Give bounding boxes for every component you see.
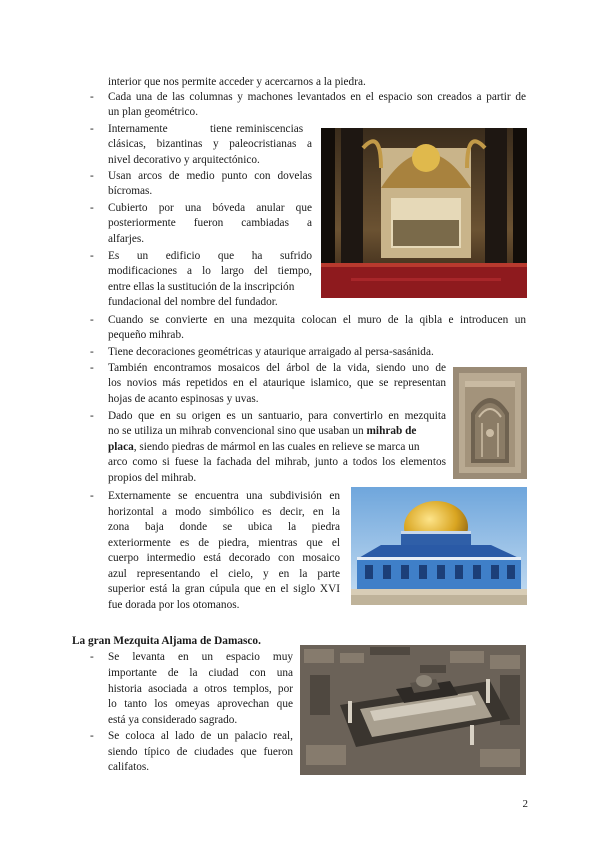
bullet-4-line-1: Cubierto por una bóveda anular que	[108, 202, 312, 214]
damasco-bullet-2-line-3: califatos.	[108, 761, 150, 773]
bullet-dash: -	[90, 170, 94, 182]
bullet-5-line-2: modificaciones a lo largo del tiempo,	[108, 265, 312, 277]
bullet-8-line-2: los novios más repetidos en el ataurique islamico, que se representan	[108, 377, 446, 389]
damasco-bullet-1-line-5: está ya considerado sagrado.	[108, 714, 238, 726]
section-heading: La gran Mezquita Aljama de Damasco.	[72, 635, 261, 647]
damasco-bullet-1-line-3: historia asociada a otros templos, por	[108, 683, 293, 695]
bullet-10-line-3: zona baja donde se ubica la piedra	[108, 521, 340, 533]
bullet-10-line-6: azul representando el cielo, y en la parte	[108, 568, 340, 580]
bullet-dash: -	[90, 651, 94, 663]
bullet-dash: -	[90, 250, 94, 262]
bullet-dash: -	[90, 314, 94, 326]
bullet-9-bold-term: mihrab de	[366, 425, 417, 437]
bullet-9-bold-placa: placa	[108, 441, 134, 453]
bullet-6-line-1: Cuando se convierte en una mezquita colocan el muro de la qibla e introducen un	[108, 314, 526, 326]
bullet-5-line-3: entre ellas la sustitución de la inscripción	[108, 281, 295, 293]
damasco-bullet-2-line-1: Se coloca al lado de un palacio real,	[108, 730, 293, 742]
bullet-dash: -	[90, 490, 94, 502]
bullet-10-line-7: superior está la gran cúpula que en el siglo XVI	[108, 583, 340, 595]
bullet-10-line-8: fue dorada por los otomanos.	[108, 599, 240, 611]
bullet-8-line-1: También encontramos mosaicos del árbol de la vida, siendo uno de	[108, 362, 446, 374]
bullet-10-line-5: cuerpo intermedio está decorado con mosaico	[108, 552, 340, 564]
bullet-7-line-1: Tiene decoraciones geométricas y ataurique arraigado al persa-sasánida.	[108, 346, 434, 358]
damasco-bullet-1-line-1: Se levanta en un espacio muy	[108, 651, 293, 663]
bullet-9-line-1: Dado que en su origen es un santuario, para convertirlo en mezquita	[108, 410, 446, 422]
bullet-3-line-1: Usan arcos de medio punto con dovelas	[108, 170, 312, 182]
bullet-10-line-1: Externamente se encuentra una subdivisión en	[108, 490, 340, 502]
bullet-dash: -	[90, 202, 94, 214]
bullet-dash: -	[90, 91, 94, 103]
bullet-9-line-3	[108, 440, 420, 456]
bullet-9-line-5: propios del mihrab.	[108, 472, 197, 484]
damasco-bullet-1-line-2: importante de la ciudad con una	[108, 667, 293, 679]
bullet-dash: -	[90, 123, 94, 135]
bullet-4-line-3: alfarjes.	[108, 233, 145, 245]
bullet-dash: -	[90, 346, 94, 358]
bullet-8-line-3: hojas de acanto espinosas y uvas.	[108, 393, 259, 405]
bullet-dash: -	[90, 730, 94, 742]
bullet-1-line-2: un plan geométrico.	[108, 106, 199, 118]
bullet-2-word-2: tiene	[210, 123, 232, 135]
bullet-9-line-2	[108, 424, 416, 440]
page-number: 2	[522, 798, 528, 810]
bullet-dash: -	[90, 410, 94, 422]
mosque-interior-photo	[321, 128, 527, 298]
bullet-9-line-2-text: no se utiliza un mihrab convencional sino que usaban un	[108, 425, 364, 437]
bullet-3-line-2: bícromas.	[108, 185, 153, 197]
mihrab-plate-photo	[453, 367, 527, 479]
damascus-mosque-aerial-photo	[300, 645, 526, 775]
bullet-9-line-3-text: , siendo piedras de mármol en las cuales en relieve se marca un	[133, 441, 420, 453]
dome-of-the-rock-photo	[351, 487, 527, 605]
bullet-9-line-4: arco como si fuese la fachada del mihrab, junto a todos los elementos	[108, 456, 446, 468]
bullet-6-line-2: pequeño mihrab.	[108, 329, 184, 341]
bullet-1-line-1: Cada una de las columnas y machones levantados en el espacio son creados a partir de	[108, 91, 526, 103]
continuation-line: interior que nos permite acceder y acercarnos a la piedra.	[108, 76, 366, 88]
bullet-5-line-1: Es un edificio que ha sufrido	[108, 250, 312, 262]
bullet-10-line-4: exteriormente es de piedra, mientras que el	[108, 537, 340, 549]
damasco-bullet-1-line-4: lo tanto los omeyas aprovechan que	[108, 698, 293, 710]
bullet-dash: -	[90, 362, 94, 374]
bullet-2-line-3: nivel decorativo y arquitectónico.	[108, 154, 260, 166]
bullet-2-word-3: reminiscencias	[236, 123, 304, 135]
bullet-2-word-1: Internamente	[108, 123, 168, 135]
damasco-bullet-2-line-2: siendo típico de ciudades que fueron	[108, 746, 293, 758]
bullet-2-line-2: clásicas, bizantinas y paleocristianas a	[108, 138, 312, 150]
bullet-10-line-2: horizontal a modo simbólico es decir, en la	[108, 506, 340, 518]
bullet-5-line-4: fundacional del nombre del fundador.	[108, 296, 278, 308]
bullet-4-line-2: posteriormente fueron cambiadas a	[108, 217, 312, 229]
